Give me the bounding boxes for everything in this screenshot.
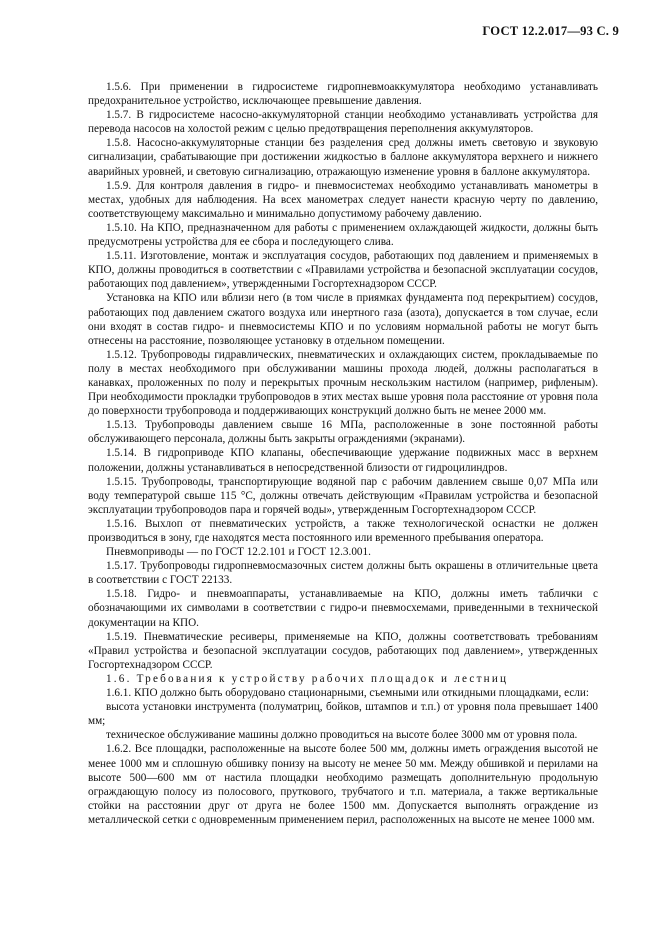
paragraph-1-5-18: 1.5.18. Гидро- и пневмоаппараты, устанавливаемые на КПО, должны иметь таблички с обозначающими их символами в соответствии с гидро-и пневмосхемами, приведенными в технической документации на КПО. xyxy=(88,588,598,629)
paragraph-1-5-17: 1.5.17. Трубопроводы гидропневмосмазочных систем должны быть окрашены в отличительные цвета в соответствии с ГОСТ 22133. xyxy=(88,560,598,587)
paragraph-1-5-16: 1.5.16. Выхлоп от пневматических устройств, а также технологической оснастки не должен производиться в зону, где находятся места постоянного или временного пребывания оператора. xyxy=(88,517,598,544)
paragraph-1-5-15: 1.5.15. Трубопроводы, транспортирующие водяной пар с рабочим давлением свыше 0,07 МПа или воду температурой свыше 115 °С, должны отвечать действующим «Правилам устройства и безопасной эксплуатации трубопроводов пара и горячей воды», утвержденным Госгортехнадзором СССР. xyxy=(88,475,598,516)
paragraph-installation: Установка на КПО или вблизи него (в том числе в приямках фундамента под перекрытием) сосудов, работающих под давлением сжатого воздуха или инертного газа (азота), допускается в том случае, если они входят в состав гидро- и пневмосистемы КПО и по условиям нормальной работы не могут быть отнесены на расстояние, позволяющее установку в отдельном помещении. xyxy=(88,292,598,347)
paragraph-list-item-maintenance: техническое обслуживание машины должно проводиться на высоте более 3000 мм от уровня пола. xyxy=(106,729,578,742)
section-heading-1-6: 1.6. Требования к устройству рабочих площадок и лестниц xyxy=(106,672,509,685)
document-body xyxy=(88,80,598,827)
paragraph-1-5-12: 1.5.12. Трубопроводы гидравлических, пневматических и охлаждающих систем, прокладываемые по полу в местах необходимого при обслуживании машины прохода людей, должны располагаться в канавках, проложенных по полу и перекрытых прочным нескользким настилом (например, рифленым). При необходимости прокладки трубопроводов в этих местах выше уровня пола расстояние от уровня пола до поверхности трубопровода и поддерживающих конструкций должно быть не менее 2000 мм. xyxy=(88,348,598,418)
paragraph-1-6-1: 1.6.1. КПО должно быть оборудовано стационарными, съемными или откидными площадками, если: xyxy=(106,687,589,700)
paragraph-1-6-2: 1.6.2. Все площадки, расположенные на высоте более 500 мм, должны иметь ограждения высотой не менее 1000 мм и сплошную обшивку понизу на высоту не менее 50 мм. Между обшивкой и перилами на высоте 500—600 мм от настила площадки необходимо размещать дополнительную продольную ограждающую полосу из полосового, пруткового, трубчатого и т.п. материала, а также вертикальные стойки на расстоянии друг от друга не более 1500 мм. Допускается выполнять ограждение из металлической сетки с одновременным применением перил, расположенных на высоте не менее 1000 мм. xyxy=(88,743,598,826)
paragraph-pneumatic-drives: Пневмоприводы — по ГОСТ 12.2.101 и ГОСТ 12.3.001. xyxy=(106,546,371,559)
paragraph-1-5-8: 1.5.8. Насосно-аккумуляторные станции без разделения сред должны иметь световую и звуковую сигнализации, срабатывающие при достижении жидкостью в баллоне аккумулятора верхнего и нижнего аварийных уровней, и световую сигнализацию, отражающую изменение уровня в баллоне аккумулятора. xyxy=(88,137,598,178)
paragraph-1-5-6: 1.5.6. При применении в гидросистеме гидропневмоаккумулятора необходимо устанавливать предохранительное устройство, исключающее превышение давления. xyxy=(88,81,598,108)
paragraph-1-5-11: 1.5.11. Изготовление, монтаж и эксплуатация сосудов, работающих под давлением и применяемых в КПО, должны проводиться в соответствии с «Правилами устройства и безопасной эксплуатации сосудов, работающих под давлением», утвержденными Госгортехнадзором СССР. xyxy=(88,250,598,291)
paragraph-1-5-7: 1.5.7. В гидросистеме насосно-аккумуляторной станции необходимо устанавливать устройства для перевода насосов на холостой режим с целью предотвращения переполнения аккумуляторов. xyxy=(88,109,598,136)
paragraph-1-5-9: 1.5.9. Для контроля давления в гидро- и пневмосистемах необходимо устанавливать манометры в местах, удобных для наблюдения. На всех манометрах следует нанести красную черту по давлению, соответствующему максимально и минимально допустимому рабочему давлению. xyxy=(88,179,598,220)
paragraph-1-5-19: 1.5.19. Пневматические ресиверы, применяемые на КПО, должны соответствовать требованиям «Правил устройства и безопасной эксплуатации сосудов, работающих под давлением», утвержденных Госгортехнадзором СССР. xyxy=(88,630,598,671)
paragraph-1-5-14: 1.5.14. В гидроприводе КПО клапаны, обеспечивающие удержание подвижных масс в верхнем положении, должны устанавливаться в непосредственной близости от гидроцилиндров. xyxy=(88,447,598,474)
paragraph-1-5-10: 1.5.10. На КПО, предназначенном для работы с применением охлаждающей жидкости, должны быть предусмотрены устройства для ее сбора и последующего слива. xyxy=(88,221,598,249)
paragraph-list-item-height: высота установки инструмента (полуматриц, бойков, штампов и т.п.) от уровня пола превышает 1400 мм; xyxy=(88,701,598,728)
page-header: ГОСТ 12.2.017—93 С. 9 xyxy=(482,24,619,38)
paragraph-1-5-13: 1.5.13. Трубопроводы давлением свыше 16 МПа, расположенные в зоне постоянной работы обслуживающего персонала, должны быть закрыты ограждениями (экранами). xyxy=(88,419,598,446)
